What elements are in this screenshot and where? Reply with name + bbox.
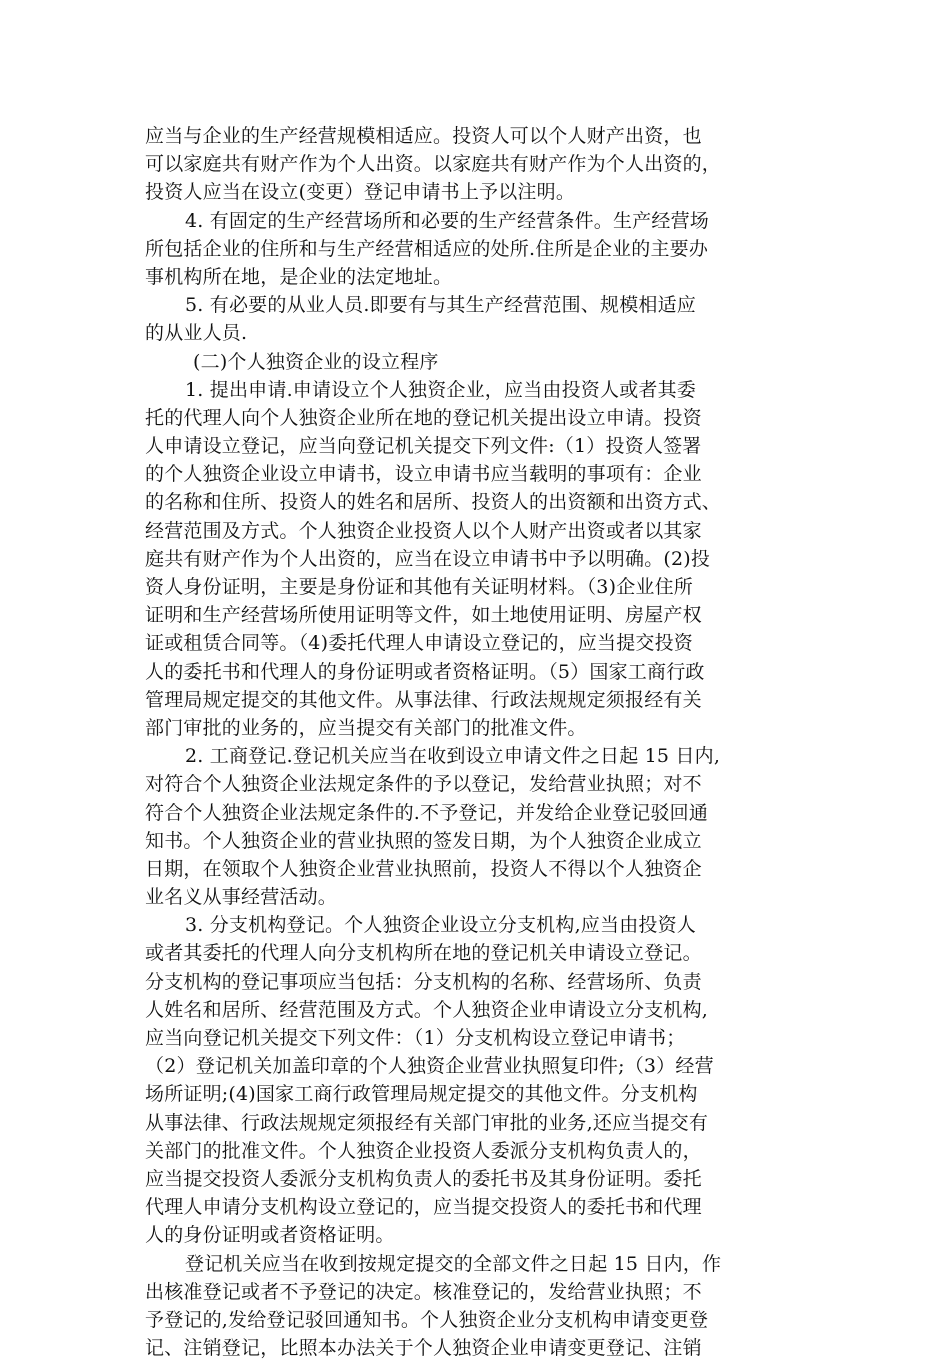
- text-line: 对符合个人独资企业法规定条件的予以登记，发给营业执照；对不: [145, 773, 702, 796]
- text-line: 庭共有财产作为个人出资的，应当在设立申请书中予以明确。(2)投: [145, 547, 711, 570]
- text-line: 托的代理人向个人独资企业所在地的登记机关提出设立申请。投资: [145, 406, 702, 429]
- text-line: 分支机构的登记事项应当包括：分支机构的名称、经营场所、负责: [145, 970, 702, 993]
- text-line: 所包括企业的住所和与生产经营相适应的处所.住所是企业的主要办: [145, 237, 709, 260]
- text-line: 资人身份证明，主要是身份证和其他有关证明材料。（3)企业住所: [145, 576, 694, 598]
- text-line: 1. 提出申请.申请设立个人独资企业，应当由投资人或者其委: [185, 378, 697, 401]
- text-line: 的从业人员.: [145, 322, 248, 345]
- text-line: 部门审批的业务的，应当提交有关部门的批准文件。: [145, 716, 587, 739]
- text-line: 应当向登记机关提交下列文件：（1）分支机构设立登记申请书；: [145, 1027, 686, 1049]
- text-line: 的个人独资企业设立申请书，设立申请书应当载明的事项有：企业: [145, 463, 702, 486]
- text-line: 事机构所在地，是企业的法定地址。: [145, 265, 453, 288]
- text-line: 登记机关应当在收到按规定提交的全部文件之日起 15 日内，作: [185, 1252, 722, 1275]
- text-line: 场所证明;(4)国家工商行政管理局规定提交的其他文件。分支机构: [145, 1083, 698, 1106]
- document-body: [145, 122, 805, 1362]
- text-line: 符合个人独资企业法规定条件的.不予登记，并发给企业登记驳回通: [145, 801, 709, 824]
- text-line: 投资人应当在设立(变更）登记申请书上予以注明。: [145, 181, 576, 204]
- text-line: 可以家庭共有财产作为个人出资。以家庭共有财产作为个人出资的，: [145, 153, 722, 176]
- text-line: 代理人申请分支机构设立登记的，应当提交投资人的委托书和代理: [145, 1196, 702, 1219]
- text-line: 经营范围及方式。个人独资企业投资人以个人财产出资或者以其家: [145, 519, 702, 542]
- text-line: 5. 有必要的从业人员.即要有与其生产经营范围、规模相适应: [185, 294, 697, 317]
- text-line: 证或租赁合同等。（4)委托代理人申请设立登记的，应当提交投资: [145, 632, 694, 655]
- text-line: 4. 有固定的生产经营场所和必要的生产经营条件。生产经营场: [185, 209, 709, 232]
- text-line: 日期，在领取个人独资企业营业执照前，投资人不得以个人独资企: [145, 857, 702, 880]
- text-line: 3. 分支机构登记。个人独资企业设立分支机构,应当由投资人: [185, 914, 697, 937]
- text-line: 从事法律、行政法规规定须报经有关部门审批的业务,还应当提交有: [145, 1111, 709, 1134]
- text-line: 出核准登记或者不予登记的决定。核准登记的，发给营业执照；不: [145, 1280, 702, 1303]
- text-line: 人的委托书和代理人的身份证明或者资格证明。（5）国家工商行政: [145, 660, 705, 683]
- text-line: 的名称和住所、投资人的姓名和居所、投资人的出资额和出资方式、: [145, 491, 722, 514]
- text-line: 予登记的,发给登记驳回通知书。个人独资企业分支机构申请变更登: [145, 1308, 709, 1331]
- text-line: 知书。个人独资企业的营业执照的签发日期，为个人独资企业成立: [145, 829, 702, 852]
- text-line: 证明和生产经营场所使用证明等文件，如土地使用证明、房屋产权: [145, 604, 702, 627]
- text-line: 应当与企业的生产经营规模相适应。投资人可以个人财产出资，也: [145, 125, 702, 147]
- text-line: （2）登记机关加盖印章的个人独资企业营业执照复印件;（3）经营: [145, 1055, 714, 1078]
- text-line: 2. 工商登记.登记机关应当在收到设立申请文件之日起 15 日内,: [185, 745, 721, 768]
- text-line: 应当提交投资人委派分支机构负责人的委托书及其身份证明。委托: [145, 1167, 702, 1190]
- text-line: (二)个人独资企业的设立程序: [193, 350, 439, 373]
- text-line: 人姓名和居所、经营范围及方式。个人独资企业申请设立分支机构,: [145, 998, 709, 1021]
- text-line: 管理局规定提交的其他文件。从事法律、行政法规规定须报经有关: [145, 688, 702, 711]
- text-line: 人的身份证明或者资格证明。: [145, 1224, 395, 1247]
- text-line: 业名义从事经营活动。: [145, 886, 338, 909]
- text-line: 人申请设立登记，应当向登记机关提交下列文件:（1）投资人签署: [145, 435, 702, 458]
- text-line: 关部门的批准文件。个人独资企业投资人委派分支机构负责人的，: [145, 1139, 702, 1162]
- text-line: 或者其委托的代理人向分支机构所在地的登记机关申请设立登记。: [145, 942, 702, 965]
- text-line: 记、注销登记，比照本办法关于个人独资企业申请变更登记、注销: [145, 1337, 702, 1360]
